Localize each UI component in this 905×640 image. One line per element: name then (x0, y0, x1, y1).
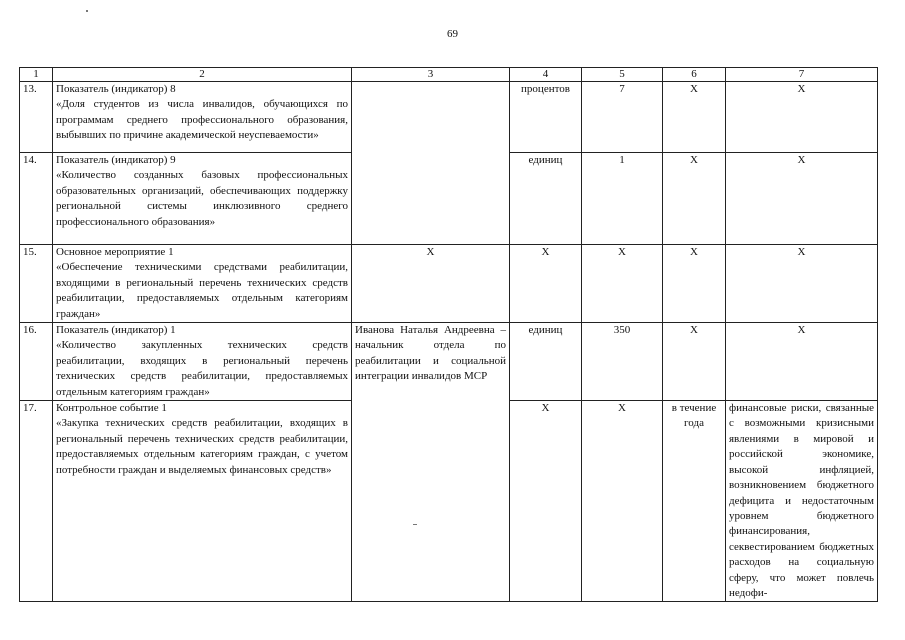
risk-cell: X (726, 82, 878, 153)
row-number: 17. (20, 401, 53, 602)
column-header-6: 6 (663, 68, 726, 82)
deadline-cell: X (663, 323, 726, 401)
row-number: 13. (20, 82, 53, 153)
column-header-4: 4 (510, 68, 582, 82)
column-header-3: 3 (352, 68, 510, 82)
row-text: «Доля студентов из числа инвалидов, обучающихся по программам среднего профессионального образования, выбывших по причине академической неуспеваемости» (56, 98, 348, 142)
deadline-cell: X (663, 245, 726, 323)
row-title: Показатель (индикатор) 8 (56, 83, 176, 95)
table-row (20, 245, 878, 323)
row-description (53, 153, 352, 245)
row-title: Показатель (индикатор) 1 (56, 324, 176, 337)
row-text: «Закупка технических средств реабилитации, входящих в региональный перечень технических средств реабилитации, предоставляемых отдельным категориям граждан, с учетом потребности граждан и выделяемых финансовых средств» (56, 417, 348, 476)
row-text: «Обеспечение техническими средствами реабилитации, входящими в региональный перечень технических средств реабилитации, предоставляемых отдельным категориям граждан» (56, 261, 348, 320)
deadline-cell: X (663, 153, 726, 245)
table-row (20, 323, 878, 401)
row-number: 14. (20, 153, 53, 245)
row-description (53, 323, 352, 401)
risk-cell: X (726, 153, 878, 245)
row-text: «Количество закупленных технических средств реабилитации, входящих в региональный перечень технических средств реабилитации, предоставляемых отдельным категориям граждан» (56, 339, 348, 398)
scan-speck (86, 10, 88, 12)
row-description (53, 401, 352, 602)
column-header-1: 1 (20, 68, 53, 82)
row-text: «Количество созданных базовых профессиональных образовательных организаций, обеспечивающих поддержку региональной системы инклюзивного среднего профессионального образования» (56, 169, 348, 228)
unit-cell: X (510, 401, 582, 602)
row-description (53, 82, 352, 153)
responsible-cell-empty (352, 82, 510, 245)
unit-cell: единиц (510, 153, 582, 245)
row-title: Основное мероприятие 1 (56, 246, 174, 258)
value-cell: 1 (582, 153, 663, 245)
column-header-2: 2 (53, 68, 352, 82)
program-table (19, 67, 878, 602)
value-cell: 7 (582, 82, 663, 153)
column-header-7: 7 (726, 68, 878, 82)
value-cell: X (582, 401, 663, 602)
value-cell: X (582, 245, 663, 323)
table-row (20, 82, 878, 153)
deadline-cell: X (663, 82, 726, 153)
value-cell: 350 (582, 323, 663, 401)
page-number: 69 (447, 28, 458, 40)
row-number: 16. (20, 323, 53, 401)
risk-cell: X (726, 323, 878, 401)
unit-cell: процентов (510, 82, 582, 153)
unit-cell: единиц (510, 323, 582, 401)
row-number: 15. (20, 245, 53, 323)
row-title: Показатель (индикатор) 9 (56, 154, 176, 166)
table-header-row (20, 68, 878, 82)
column-header-5: 5 (582, 68, 663, 82)
unit-cell: X (510, 245, 582, 323)
row-title: Контрольное событие 1 (56, 402, 167, 415)
deadline-cell: в течение года (663, 401, 726, 602)
row-description (53, 245, 352, 323)
responsible-cell: X (352, 245, 510, 323)
responsible-cell: Иванова Наталья Андреевна – начальник отдела по реабилитации и социальной интеграции инвалидов МСР (352, 323, 510, 602)
risk-cell: X (726, 245, 878, 323)
risk-cell: финансовые риски, связанные с возможными кризисными явлениями в мировой и российской экономике, высокой инфляцией, возникновением бюджетного дефицита и недостаточным уровнем бюджетного финансирования, секвестированием бюджетных расходов на социальную сферу, что может повлечь недофи- (726, 401, 878, 602)
